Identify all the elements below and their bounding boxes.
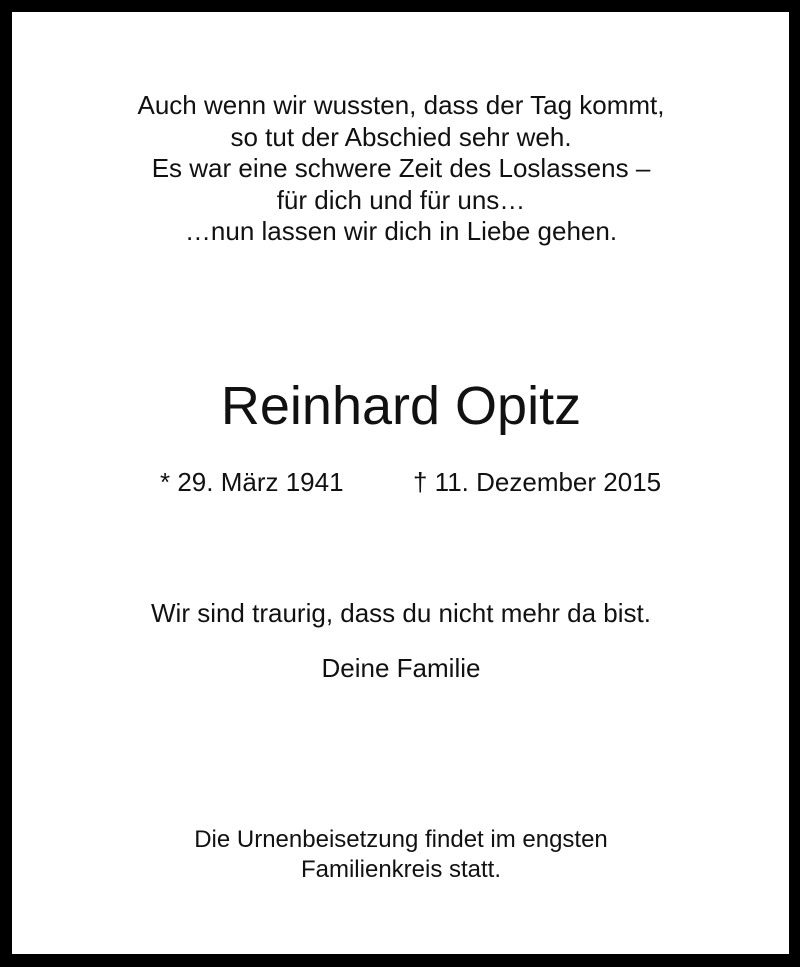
- poem-line: Es war eine schwere Zeit des Loslassens –: [151, 153, 651, 183]
- poem-line: für dich und für uns…: [276, 184, 526, 215]
- family-signature: Deine Familie: [321, 653, 481, 683]
- poem-line: Auch wenn wir wussten, dass der Tag kommt,: [137, 90, 665, 120]
- poem-line: …nun lassen wir dich in Liebe gehen.: [184, 216, 618, 246]
- memorial-poem: [24, 90, 778, 248]
- death-date: † 11. Dezember 2015: [413, 467, 662, 497]
- deceased-name: Reinhard Opitz: [220, 376, 582, 436]
- birth-date: * 29. März 1941: [160, 467, 344, 497]
- poem-line: so tut der Abschied sehr weh.: [230, 121, 572, 152]
- mourning-message: Wir sind traurig, dass du nicht mehr da bist.: [151, 598, 651, 628]
- burial-notice: [24, 825, 778, 885]
- obituary-content: [24, 24, 778, 941]
- notice-line: Familienkreis statt.: [300, 856, 502, 883]
- notice-line: Die Urnenbeisetzung findet im engsten: [194, 826, 608, 853]
